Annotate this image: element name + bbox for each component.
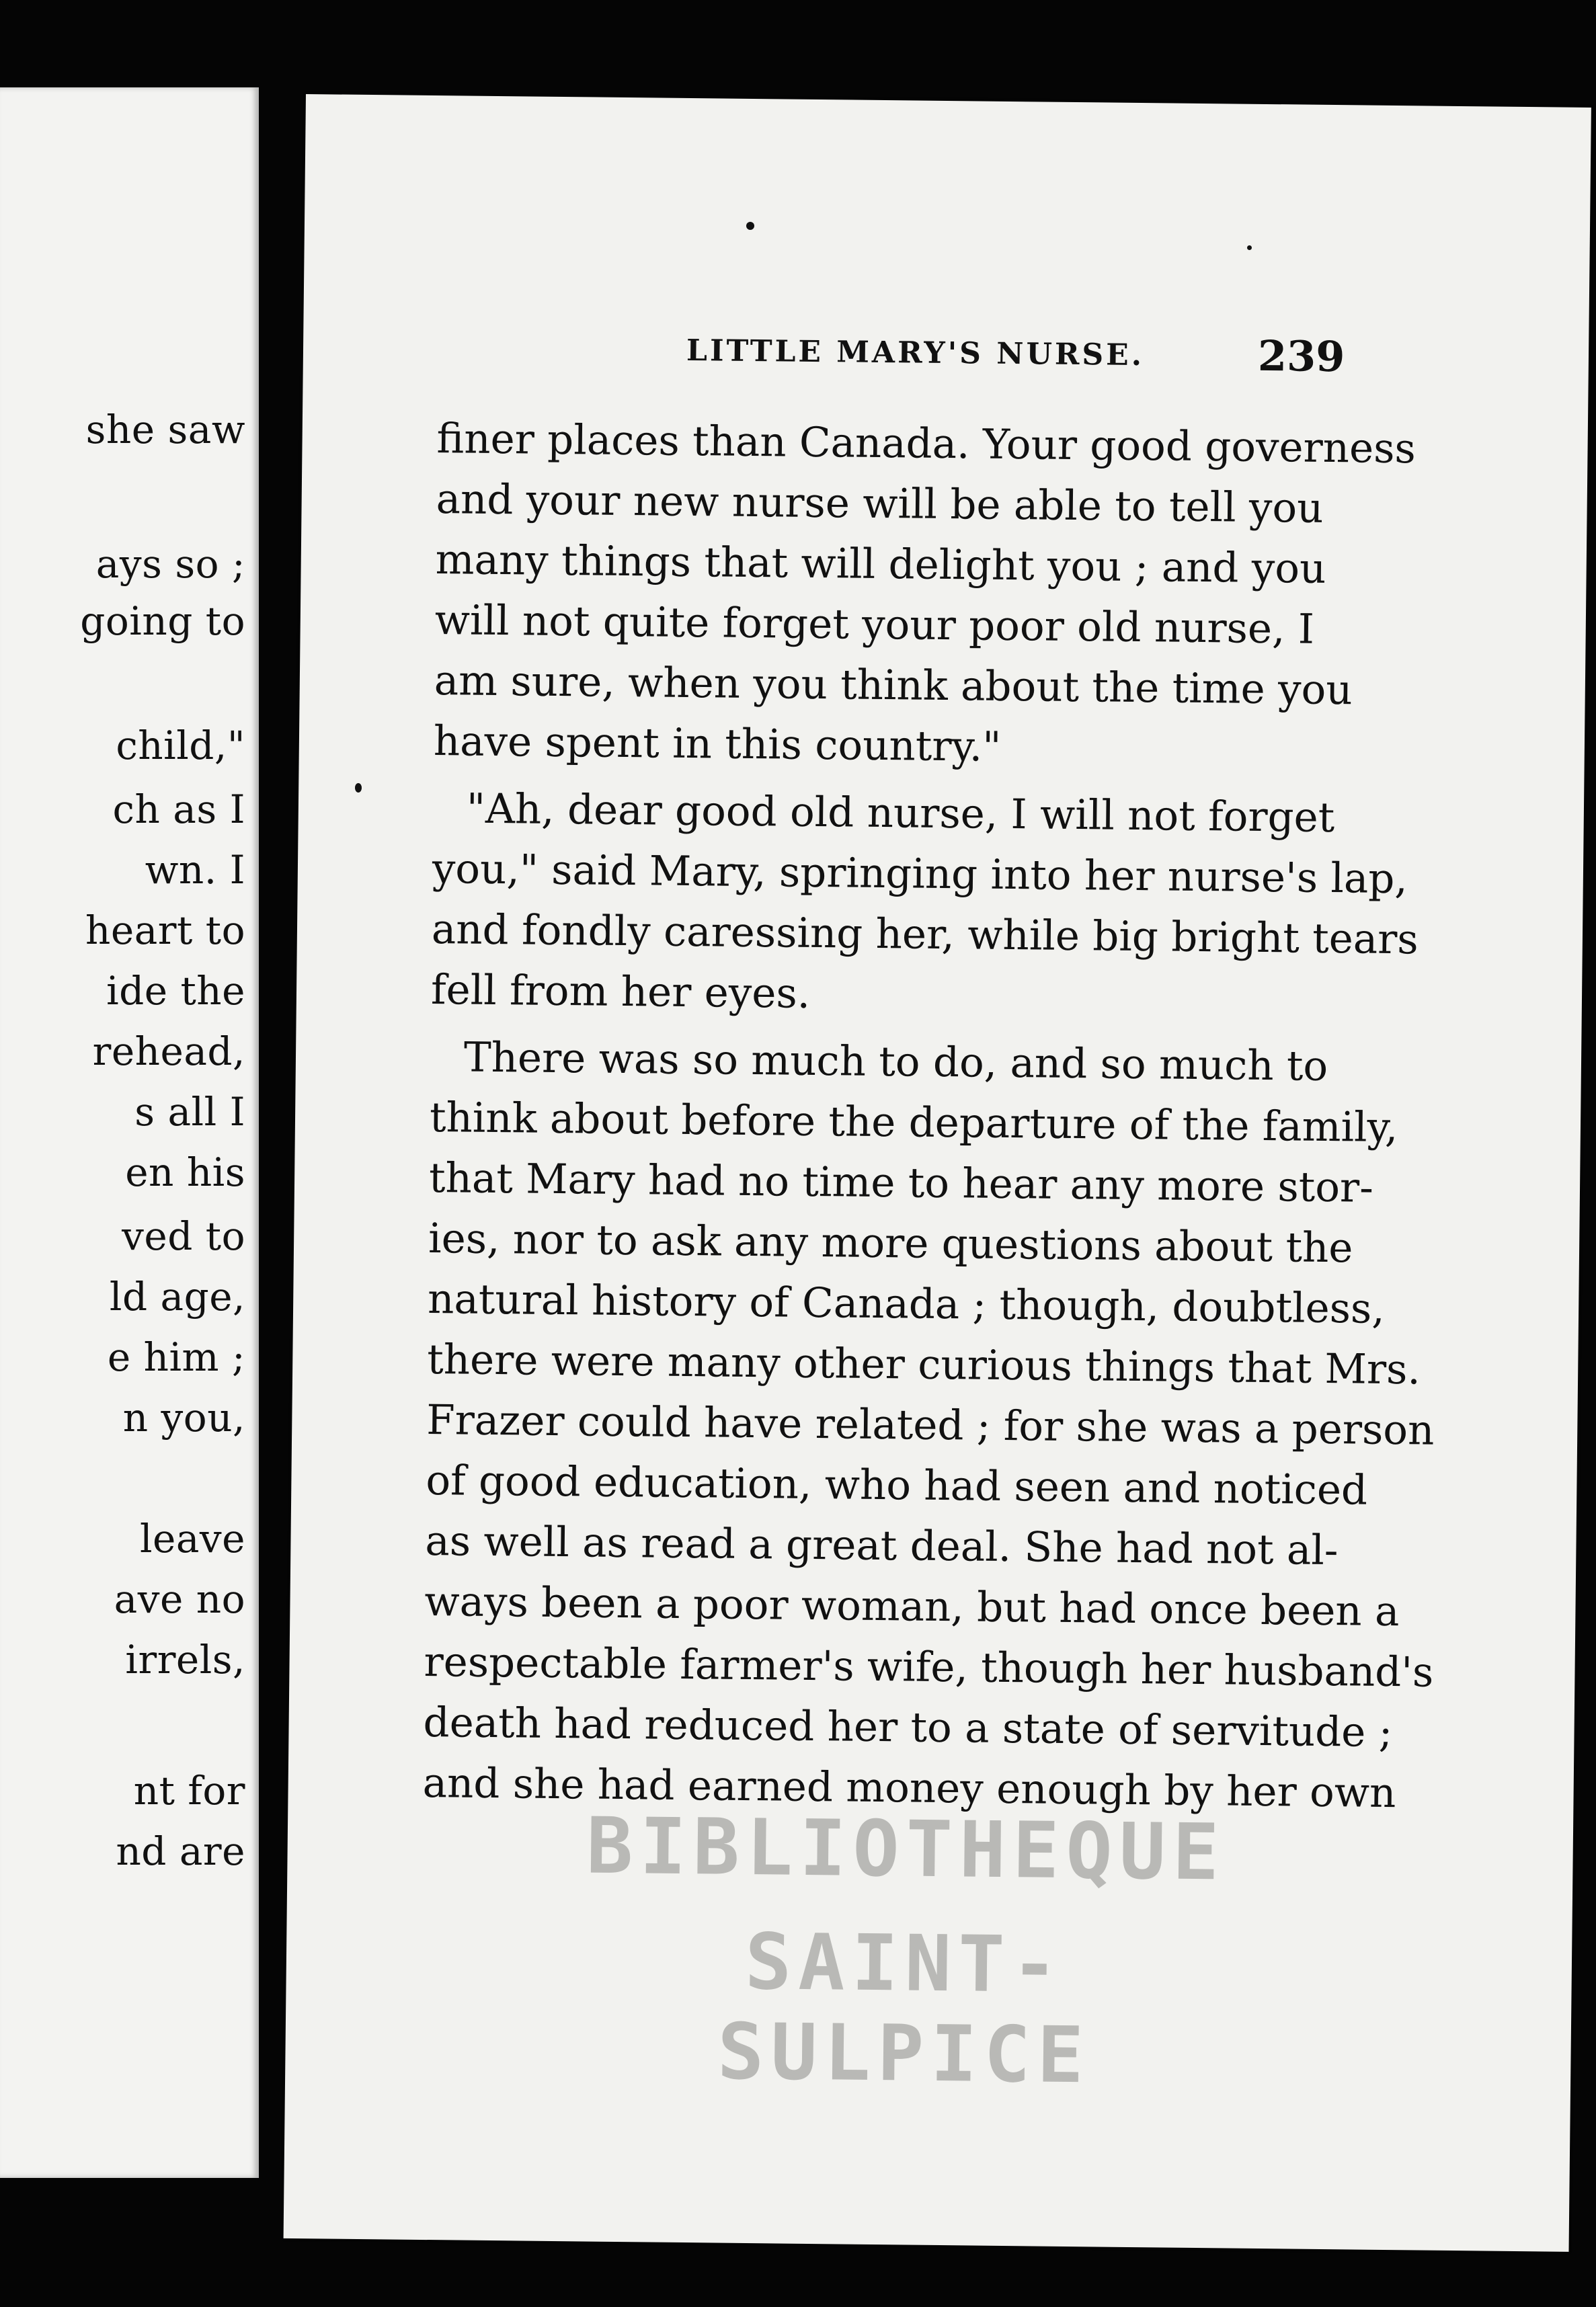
library-stamp-line-1: BIBLIOTHEQUE bbox=[586, 1801, 1226, 1898]
body-text-line: ies, nor to ask any more questions about the bbox=[428, 1215, 1353, 1272]
left-page-line-fragment: ld age, bbox=[109, 1274, 245, 1320]
left-page-line-fragment: irrels, bbox=[125, 1637, 245, 1683]
left-page-line-fragment: ave no bbox=[114, 1576, 245, 1622]
body-text-line: and she had earned money enough by her own bbox=[422, 1758, 1396, 1818]
left-page-line-fragment: nd are bbox=[116, 1828, 245, 1874]
body-text-line: you," said Mary, springing into her nurse's lap, bbox=[432, 845, 1408, 903]
left-page-line-fragment: s all I bbox=[134, 1089, 245, 1135]
library-stamp-line-2: SAINT-SULPICE bbox=[717, 1916, 1091, 2101]
left-page-line-fragment: leave bbox=[139, 1516, 245, 1562]
body-text-line: many things that will delight you ; and you bbox=[435, 536, 1326, 593]
left-page-line-fragment: she saw bbox=[85, 407, 245, 452]
body-text-line: am sure, when you think about the time you bbox=[434, 657, 1353, 715]
ink-speck bbox=[746, 222, 754, 230]
right-page bbox=[284, 94, 1591, 2252]
left-page bbox=[0, 87, 259, 2178]
ink-speck bbox=[355, 783, 362, 793]
body-text-line: natural history of Canada ; though, doubtless, bbox=[427, 1274, 1386, 1333]
running-head: LITTLE MARY'S NURSE. bbox=[686, 333, 1145, 373]
left-page-line-fragment: nt for bbox=[133, 1768, 245, 1814]
body-text-line: and your new nurse will be able to tell you bbox=[436, 475, 1324, 532]
left-page-line-fragment: ays so ; bbox=[95, 541, 245, 587]
body-text-line: will not quite forget your poor old nurse, I bbox=[434, 596, 1315, 653]
body-text-line: of good education, who had seen and noticed bbox=[426, 1456, 1368, 1514]
body-text-line: Frazer could have related ; for she was a person bbox=[426, 1395, 1435, 1455]
body-text-line: there were many other curious things that Mrs. bbox=[426, 1335, 1421, 1394]
left-page-line-fragment: e him ; bbox=[107, 1334, 245, 1380]
body-text-line: think about before the departure of the family, bbox=[429, 1094, 1398, 1152]
left-page-line-fragment: en his bbox=[125, 1149, 245, 1195]
left-page-line-fragment: child," bbox=[116, 723, 245, 768]
left-page-line-fragment: wn. I bbox=[145, 847, 245, 893]
body-text-line: finer places than Canada. Your good governess bbox=[436, 415, 1417, 473]
left-page-line-fragment: rehead, bbox=[92, 1028, 245, 1074]
body-text-line: that Mary had no time to hear any more stor- bbox=[428, 1154, 1374, 1212]
body-text-line: ways been a poor woman, but had once been a bbox=[424, 1577, 1400, 1636]
body-text-line: death had reduced her to a state of servitude ; bbox=[423, 1698, 1393, 1757]
body-text-line: as well as read a great deal. She had not al- bbox=[425, 1516, 1339, 1575]
body-text-line: and fondly caressing her, while big bright tears bbox=[431, 905, 1419, 964]
page-number: 239 bbox=[1257, 331, 1345, 382]
left-page-line-fragment: n you, bbox=[122, 1395, 245, 1441]
body-text-line: There was so much to do, and so much to bbox=[463, 1033, 1328, 1090]
left-page-line-fragment: ide the bbox=[106, 968, 245, 1014]
body-text-line: have spent in this country." bbox=[433, 717, 1002, 771]
body-text-line: respectable farmer's wife, though her husband's bbox=[424, 1637, 1434, 1697]
left-page-line-fragment: ved to bbox=[122, 1213, 245, 1259]
body-text-line: "Ah, dear good old nurse, I will not forget bbox=[466, 784, 1335, 842]
body-text-line: fell from her eyes. bbox=[430, 966, 811, 1018]
ink-speck bbox=[1247, 245, 1252, 250]
left-page-line-fragment: heart to bbox=[85, 907, 245, 953]
left-page-line-fragment: going to bbox=[80, 598, 245, 644]
left-page-line-fragment: ch as I bbox=[112, 786, 245, 832]
